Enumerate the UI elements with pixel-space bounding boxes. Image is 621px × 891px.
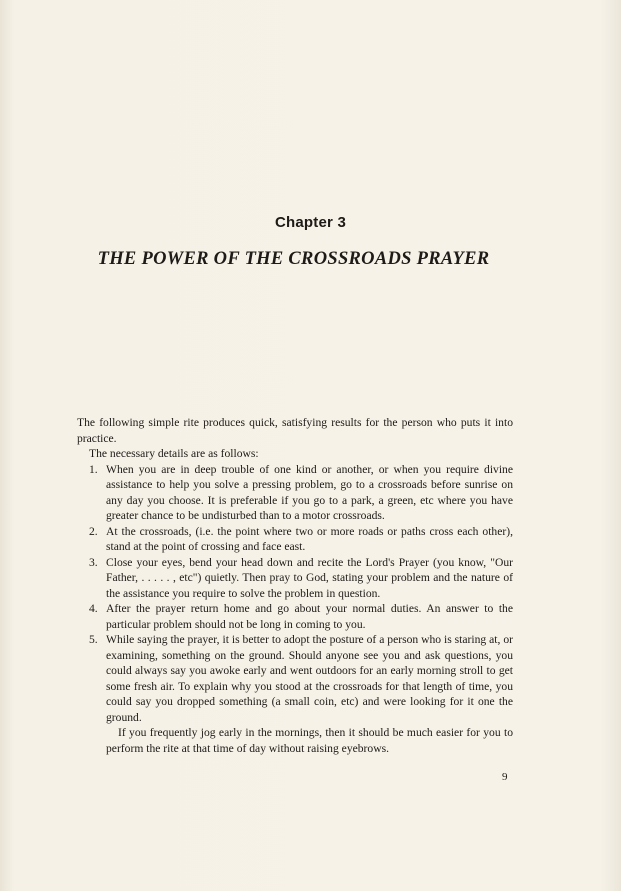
details-lead: The necessary details are as follows: — [89, 447, 259, 460]
page-number: 9 — [502, 771, 508, 783]
step-text: When you are in deep trouble of one kind or another, or when you require divine assistance to help you solve a pressing problem, go to a crossroads before sunrise on any day you choose. It is preferable if you go to a park, a green, etc where you have greater chance to be undisturbed than to a motor crossroads. — [106, 462, 513, 522]
chapter-label: Chapter 3 — [275, 214, 346, 231]
step-number: 4. — [89, 602, 98, 615]
step-number: 2. — [89, 524, 98, 538]
chapter-title: THE POWER OF THE CROSSROADS PRAYER — [97, 249, 490, 269]
list-item — [77, 555, 513, 602]
list-item — [77, 462, 513, 524]
closing-paragraph: If you frequently jog early in the mornings, then it should be much easier for you to perform the rite at that time of day without raising eyebrows. — [106, 726, 513, 755]
steps-list — [77, 462, 513, 726]
step-text: Close your eyes, bend your head down and recite the Lord's Prayer (you know, "Our Father, . . . . . , etc") quietly. Then pray to God, stating your problem and the nature of the assistance you require to solve the problem in question. — [106, 555, 513, 600]
step-text: After the prayer return home and go about your normal duties. An answer to the particular problem should not be long in coming to you. — [106, 602, 513, 631]
list-item — [77, 601, 513, 632]
list-item — [77, 632, 513, 725]
intro-paragraph: The following simple rite produces quick, satisfying results for the person who puts it into practice. — [77, 416, 513, 445]
step-number: 3. — [89, 555, 98, 569]
step-text: While saying the prayer, it is better to adopt the posture of a person who is staring at, or examining, something on the ground. Should anyone see you and ask questions, you could always say you awoke early and went outdoors for an early morning stroll to get some fresh air. To explain why you stood at the crossroads for that length of time, you could say you dropped something (a small coin, etc) and were looking for it one the ground. — [106, 633, 513, 724]
step-number: 1. — [89, 462, 98, 476]
step-number: 5. — [89, 633, 98, 646]
step-text: At the crossroads, (i.e. the point where two or more roads or paths cross each other), stand at the point of crossing and face east. — [106, 524, 513, 553]
chapter-body — [77, 415, 513, 756]
list-item — [77, 524, 513, 555]
